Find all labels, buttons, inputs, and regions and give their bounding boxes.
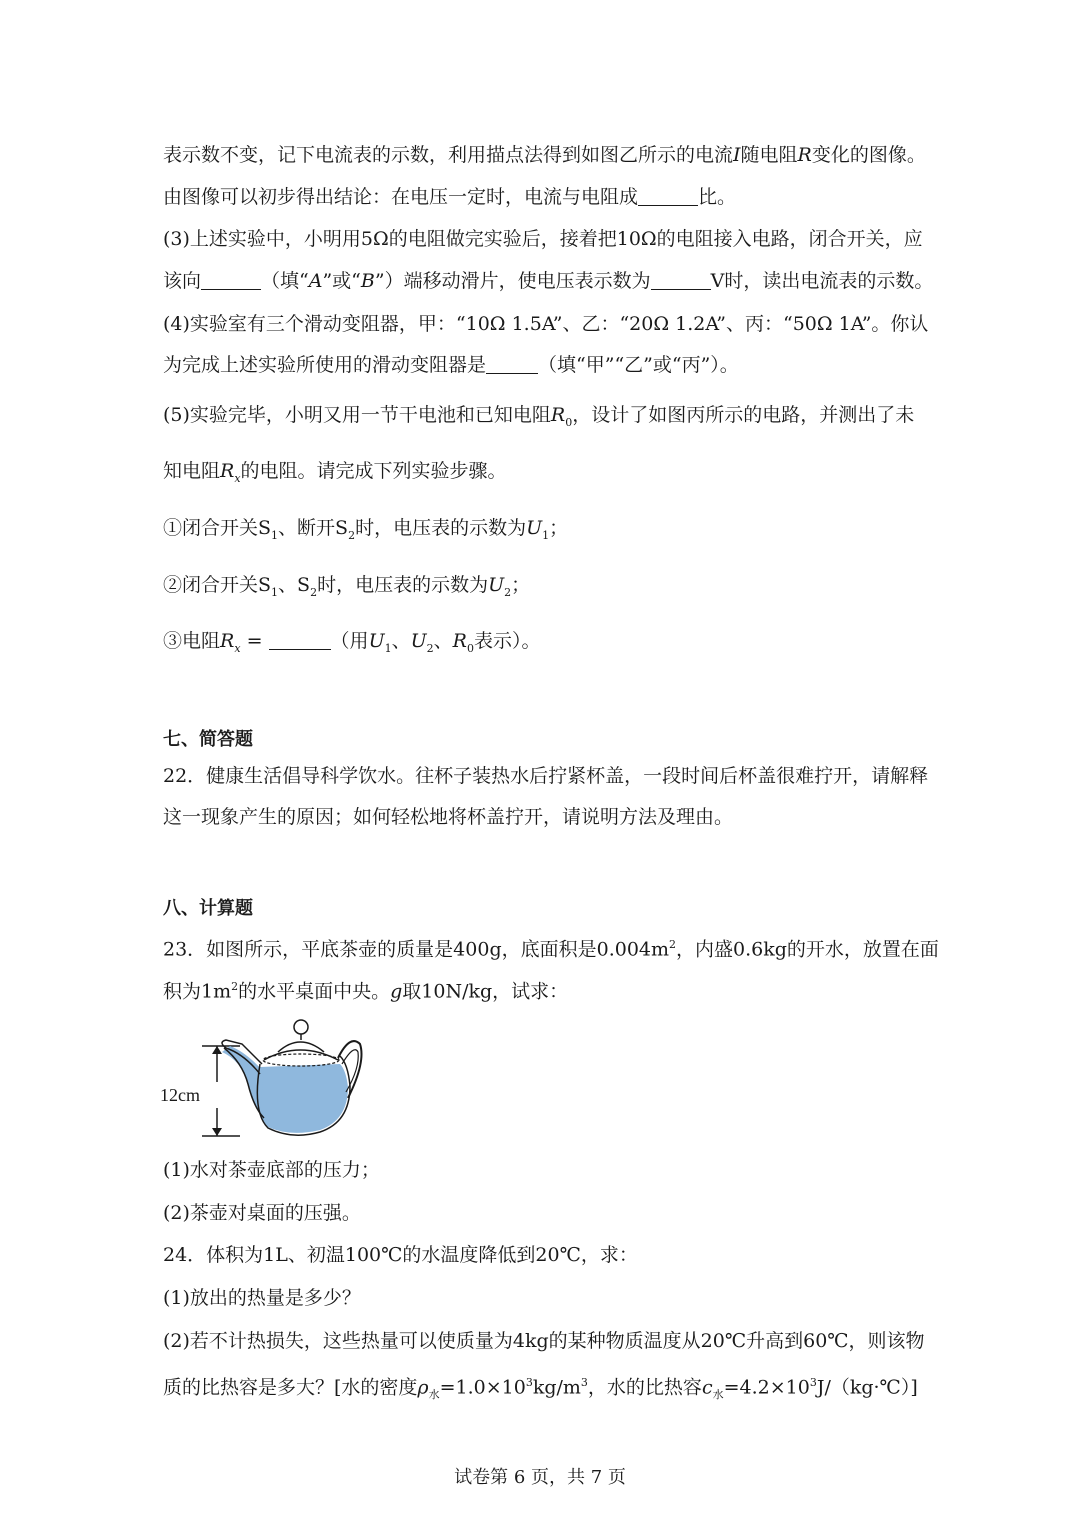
page-footer: 试卷第 6 页，共 7 页 (454, 1467, 626, 1488)
question-22-line: 22．健康生活倡导科学饮水。往杯子装热水后拧紧杯盖，一段时间后杯盖很难拧开，请解释 (163, 765, 929, 787)
text-line: (3)上述实验中，小明用5Ω的电阻做完实验后，接着把10Ω的电阻接入电路，闭合开关，应 (163, 228, 923, 250)
answer-blank[interactable] (486, 353, 538, 374)
step-1: ①闭合开关$S_1$、断开$S_2$时，电压表的示数为$U_1$； (163, 517, 569, 542)
teapot-figure (160, 1012, 380, 1146)
step-3: ③电阻$R_x$ = （用$U_1$、$U_2$、$R_0$表示）。 (163, 630, 541, 655)
answer-blank[interactable] (201, 269, 261, 290)
text-line: 知电阻$R_x$的电阻。请完成下列实验步骤。 (163, 460, 507, 485)
text-line: 由图像可以初步得出结论：在电压一定时，电流与电阻成 比。 (163, 186, 737, 208)
section-heading: 八、计算题 (163, 898, 253, 919)
question-23-line: 积为$1m^2$的水平桌面中央。g取10N/kg，试求： (163, 980, 569, 1003)
text-line: (5)实验完毕，小明又用一节干电池和已知电阻$R_0$，设计了如图丙所示的电路，并测出了未 (163, 404, 915, 429)
answer-blank[interactable] (651, 269, 711, 290)
text-line: (4)实验室有三个滑动变阻器，甲：“10Ω 1.5A”、乙：“20Ω 1.2A”、丙：“50Ω 1A”。你认 (163, 313, 929, 335)
text-line: 该向 （填“A”或“B”）端移动滑片，使电压表示数为 V时，读出电流表的示数。 (163, 270, 934, 292)
question-24-part: (1)放出的热量是多少？ (163, 1287, 361, 1309)
text-line: 为完成上述实验所使用的滑动变阻器是 （填“甲”“乙”或“丙”）。 (163, 354, 739, 376)
question-24-part: (2)若不计热损失，这些热量可以使质量为4kg的某种物质温度从20℃升高到60℃，则该物 (163, 1330, 925, 1352)
height-label: 12cm (160, 1085, 200, 1105)
question-23-part: (1)水对茶壶底部的压力； (163, 1159, 380, 1181)
text-line: 表示数不变，记下电流表的示数，利用描点法得到如图乙所示的电流I随电阻R变化的图像。 (163, 144, 926, 166)
question-23-line: 23．如图所示，平底茶壶的质量是400g，底面积是$0.004m^2$，内盛0.6kg的开水，放置在面 (163, 938, 939, 961)
question-24-line: 24．体积为1L、初温100℃的水温度降低到20℃，求： (163, 1244, 638, 1266)
answer-blank[interactable] (269, 629, 331, 650)
question-22-line: 这一现象产生的原因；如何轻松地将杯盖拧开，请说明方法及理由。 (163, 806, 734, 828)
section-heading: 七、简答题 (163, 729, 253, 750)
question-24-part: 质的比热容是多大？[水的密度$\rho_水=1.0\times 10^3kg/m^3$，水的比热容$c_水=4.2\times 10^3J/(kg\cdot℃)$] (163, 1376, 918, 1402)
step-2: ②闭合开关$S_1$、$S_2$时，电压表的示数为$U_2$； (163, 574, 531, 599)
question-23-part: (2)茶壶对桌面的压强。 (163, 1202, 361, 1224)
answer-blank[interactable] (638, 185, 698, 206)
